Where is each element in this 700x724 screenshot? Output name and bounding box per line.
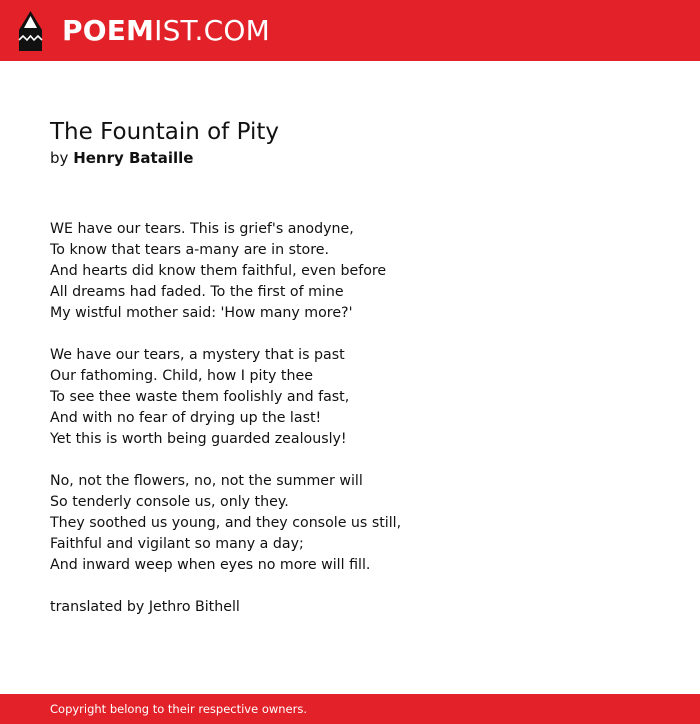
poem-line: All dreams had faded. To the first of mine: [50, 284, 344, 300]
poem-line: Faithful and vigilant so many a day;: [50, 536, 304, 552]
poem-line: Yet this is worth being guarded zealously!: [50, 431, 347, 447]
stanza: [50, 345, 650, 450]
by-label: by: [50, 149, 69, 167]
site-logo[interactable]: [62, 14, 270, 48]
poem-content: [50, 117, 650, 618]
poem-line: So tenderly console us, only they.: [50, 494, 289, 510]
poem-line: And with no fear of drying up the last!: [50, 410, 322, 426]
pencil-icon[interactable]: [17, 10, 44, 52]
poem-line: To see thee waste them foolishly and fast,: [50, 389, 350, 405]
poem-line: They soothed us young, and they console us still,: [50, 515, 402, 531]
translator-note: translated by Jethro Bithell: [50, 599, 240, 615]
poem-line: To know that tears a-many are in store.: [50, 242, 330, 258]
logo-text-bold: POEM: [62, 14, 155, 47]
poem-line: My wistful mother said: 'How many more?': [50, 305, 353, 321]
poem-line: We have our tears, a mystery that is past: [50, 347, 345, 363]
poem-line: Our fathoming. Child, how I pity thee: [50, 368, 313, 384]
poem-line: And hearts did know them faithful, even before: [50, 263, 387, 279]
poem-title: The Fountain of Pity: [50, 119, 279, 145]
stanza: [50, 471, 650, 576]
site-header: [0, 0, 700, 61]
poem-body: [50, 219, 650, 618]
poem-line: WE have our tears. This is grief's anodyne,: [50, 221, 354, 237]
stanza: [50, 219, 650, 324]
poem-byline: [50, 148, 650, 168]
author-name[interactable]: Henry Bataille: [73, 149, 194, 167]
poem-line: And inward weep when eyes no more will fill.: [50, 557, 371, 573]
logo-text-light: IST.COM: [154, 14, 270, 47]
site-footer: [0, 694, 700, 724]
poem-line: No, not the flowers, no, not the summer will: [50, 473, 363, 489]
copyright-text: Copyright belong to their respective owners.: [50, 702, 308, 716]
